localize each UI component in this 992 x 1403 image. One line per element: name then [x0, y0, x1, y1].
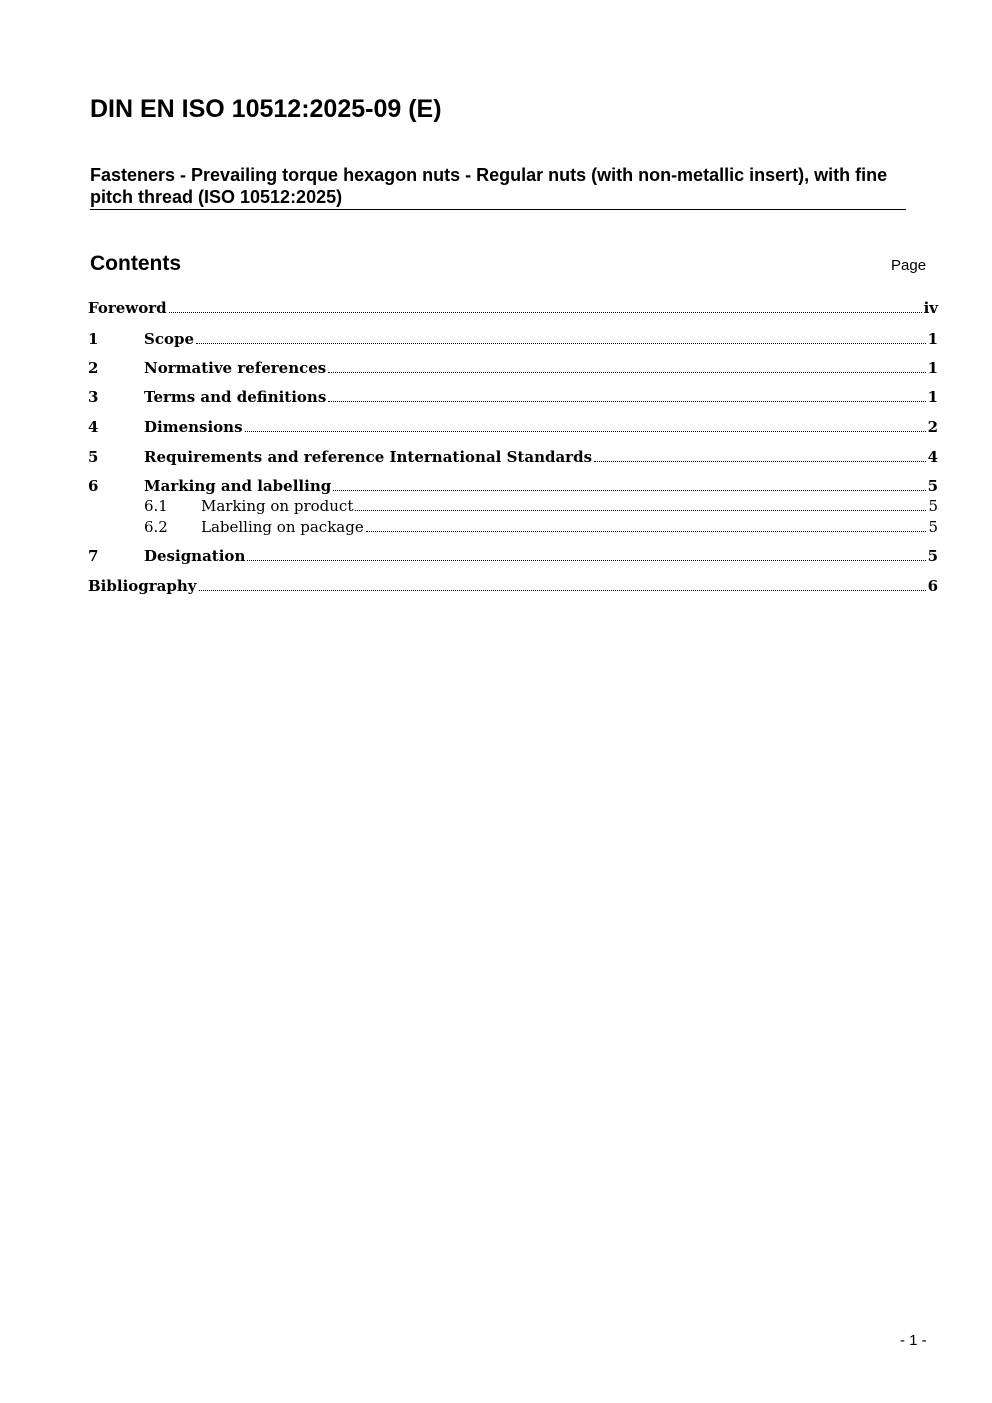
toc-leader-dots: [247, 560, 925, 561]
toc-entry-label: Scope: [144, 330, 195, 348]
toc-entry-page: 5: [927, 547, 938, 565]
toc-entry-marking-and-labelling[interactable]: [88, 476, 938, 496]
toc-entry-label: Bibliography: [88, 577, 197, 595]
toc-entry-label: Labelling on package: [201, 518, 364, 536]
toc-entry-label: Marking on product: [201, 497, 354, 515]
toc-leader-dots: [199, 590, 926, 591]
toc-entry-scope[interactable]: [88, 329, 938, 349]
toc-entry-labelling-on-package[interactable]: [88, 517, 938, 537]
toc-entry-number: 6.1: [144, 497, 168, 515]
toc-entry-requirements[interactable]: [88, 447, 938, 467]
toc-entry-page: 5: [927, 477, 938, 495]
toc-entry-number: 6: [88, 477, 99, 495]
toc-leader-dots: [333, 490, 925, 491]
toc-entry-label: Requirements and reference International Standards: [144, 448, 593, 466]
toc-entry-page: 1: [927, 330, 938, 348]
toc-leader-dots: [594, 461, 926, 462]
toc-entry-number: 6.2: [144, 518, 168, 536]
toc-entry-marking-on-product[interactable]: [88, 496, 938, 516]
toc-entry-label: Foreword: [88, 299, 167, 317]
document-title: DIN EN ISO 10512:2025-09 (E): [90, 95, 442, 123]
toc-entry-number: 7: [88, 547, 99, 565]
toc-entry-bibliography[interactable]: [88, 576, 938, 596]
toc-leader-dots: [245, 431, 926, 432]
contents-heading: Contents: [90, 252, 181, 275]
toc-entry-number: 5: [88, 448, 99, 466]
toc-leader-dots: [169, 312, 922, 313]
toc-entry-label: Terms and definitions: [144, 388, 327, 406]
toc-entry-number: 2: [88, 359, 99, 377]
toc-entry-page: iv: [923, 299, 938, 317]
toc-leader-dots: [355, 510, 926, 511]
toc-entry-page: 5: [928, 497, 938, 515]
toc-leader-dots: [196, 343, 926, 344]
toc-entry-label: Designation: [144, 547, 246, 565]
toc-entry-number: 1: [88, 330, 99, 348]
toc-entry-label: Normative references: [144, 359, 327, 377]
toc-entry-number: 4: [88, 418, 99, 436]
document-subtitle: Fasteners - Prevailing torque hexagon nuts - Regular nuts (with non-metallic insert), with fine pitch thread (ISO 10512:2025): [90, 164, 906, 210]
toc-entry-page: 2: [927, 418, 938, 436]
toc-leader-dots: [366, 531, 927, 532]
page-number-footer: - 1 -: [900, 1332, 927, 1349]
page-column-heading: Page: [891, 257, 927, 274]
toc-entry-page: 4: [927, 448, 938, 466]
toc-entry-dimensions[interactable]: [88, 417, 938, 437]
toc-entry-label: Dimensions: [144, 418, 243, 436]
toc-leader-dots: [328, 372, 925, 373]
toc-entry-designation[interactable]: [88, 546, 938, 566]
toc-entry-page: 5: [928, 518, 938, 536]
toc-entry-number: 3: [88, 388, 99, 406]
toc-entry-page: 1: [927, 359, 938, 377]
toc-entry-page: 6: [927, 577, 938, 595]
toc-entry-label: Marking and labelling: [144, 477, 332, 495]
toc-entry-foreword[interactable]: [88, 298, 938, 318]
toc-entry-page: 1: [927, 388, 938, 406]
toc-entry-normative-references[interactable]: [88, 358, 938, 378]
toc-entry-terms-and-definitions[interactable]: [88, 387, 938, 407]
toc-leader-dots: [328, 401, 925, 402]
